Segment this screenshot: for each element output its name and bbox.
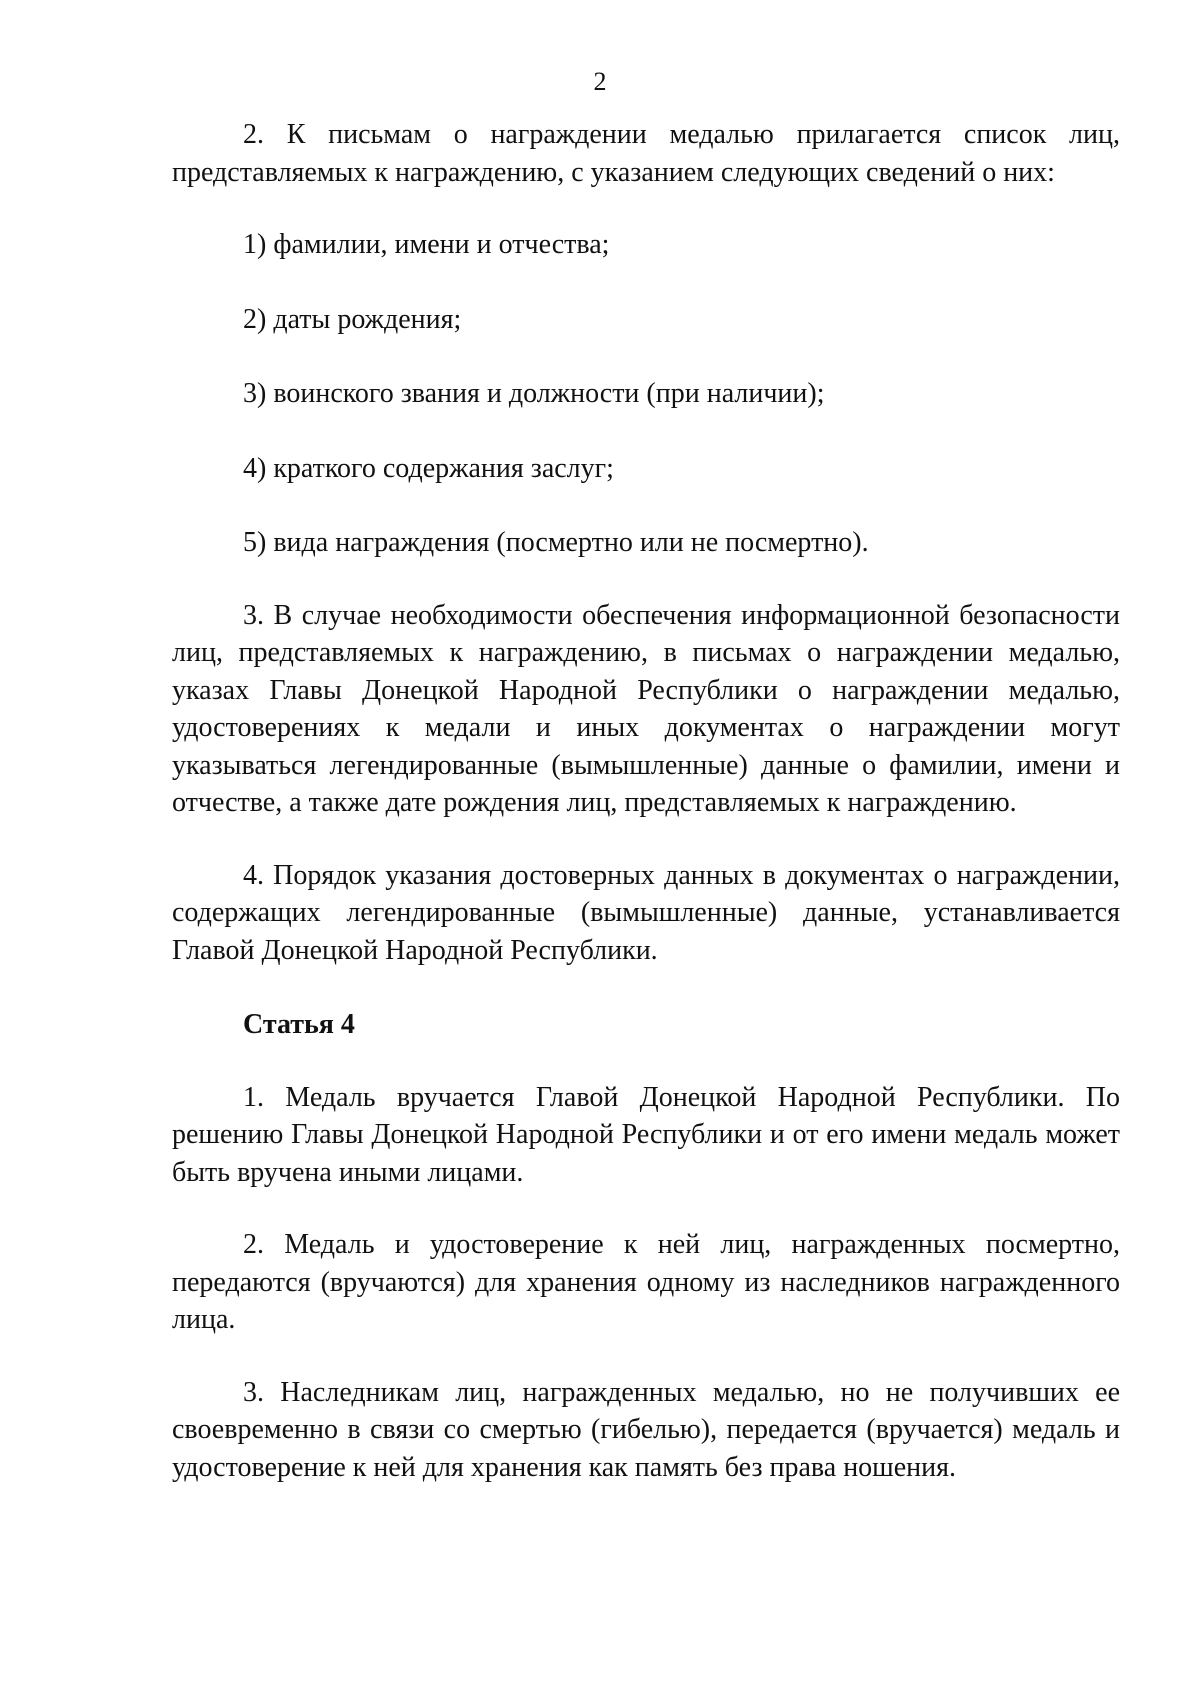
page-number: 2 [593, 67, 607, 96]
paragraph-3: 3. В случае необходимости обеспечения информационной безопасности лиц, представляемых к награждению, в письмах о награждении медалью, указах Главы Донецкой Народной Республики о награждении медалью, удостоверениях к медали и иных документах о награждении могут указываться легендированные (вымышленные) данные о фамилии, имени и отчестве, а также дате рождения лиц, представляемых к награждению. [172, 599, 1120, 818]
article4-paragraph-3: 3. Наследникам лиц, награжденных медалью, но не получивших ее своевременно в связи со смертью (гибелью), передается (вручается) медаль и удостоверение к ней для хранения как память без права ношения. [172, 1376, 1120, 1483]
paragraph-4: 4. Порядок указания достоверных данных в документах о награждении, содержащих легендированные (вымышленные) данные, устанавливается Главой Донецкой Народной Республики. [172, 859, 1120, 966]
document-body [172, 116, 1120, 1486]
list-item: 2) даты рождения; [243, 303, 462, 335]
article-heading: Статья 4 [243, 1009, 355, 1040]
article4-paragraph-2: 2. Медаль и удостоверение к ней лиц, награжденных посмертно, передаются (вручаются) для хранения одному из наследников награжденного лица. [172, 1229, 1120, 1335]
article4-paragraph-1: 1. Медаль вручается Главой Донецкой Народной Республики. По решению Главы Донецкой Народной Республики и от его имени медаль может быть вручена иными лицами. [172, 1081, 1120, 1188]
list-item: 1) фамилии, имени и отчества; [243, 229, 610, 260]
list-item: 3) воинского звания и должности (при наличии); [243, 378, 825, 409]
paragraph-2: 2. К письмам о награждении медалью прилагается список лиц, представляемых к награждению, с указанием следующих сведений о них: [172, 119, 1120, 188]
list-item: 4) краткого содержания заслуг; [243, 452, 614, 484]
list-item: 5) вида награждения (посмертно или не посмертно). [243, 527, 869, 558]
